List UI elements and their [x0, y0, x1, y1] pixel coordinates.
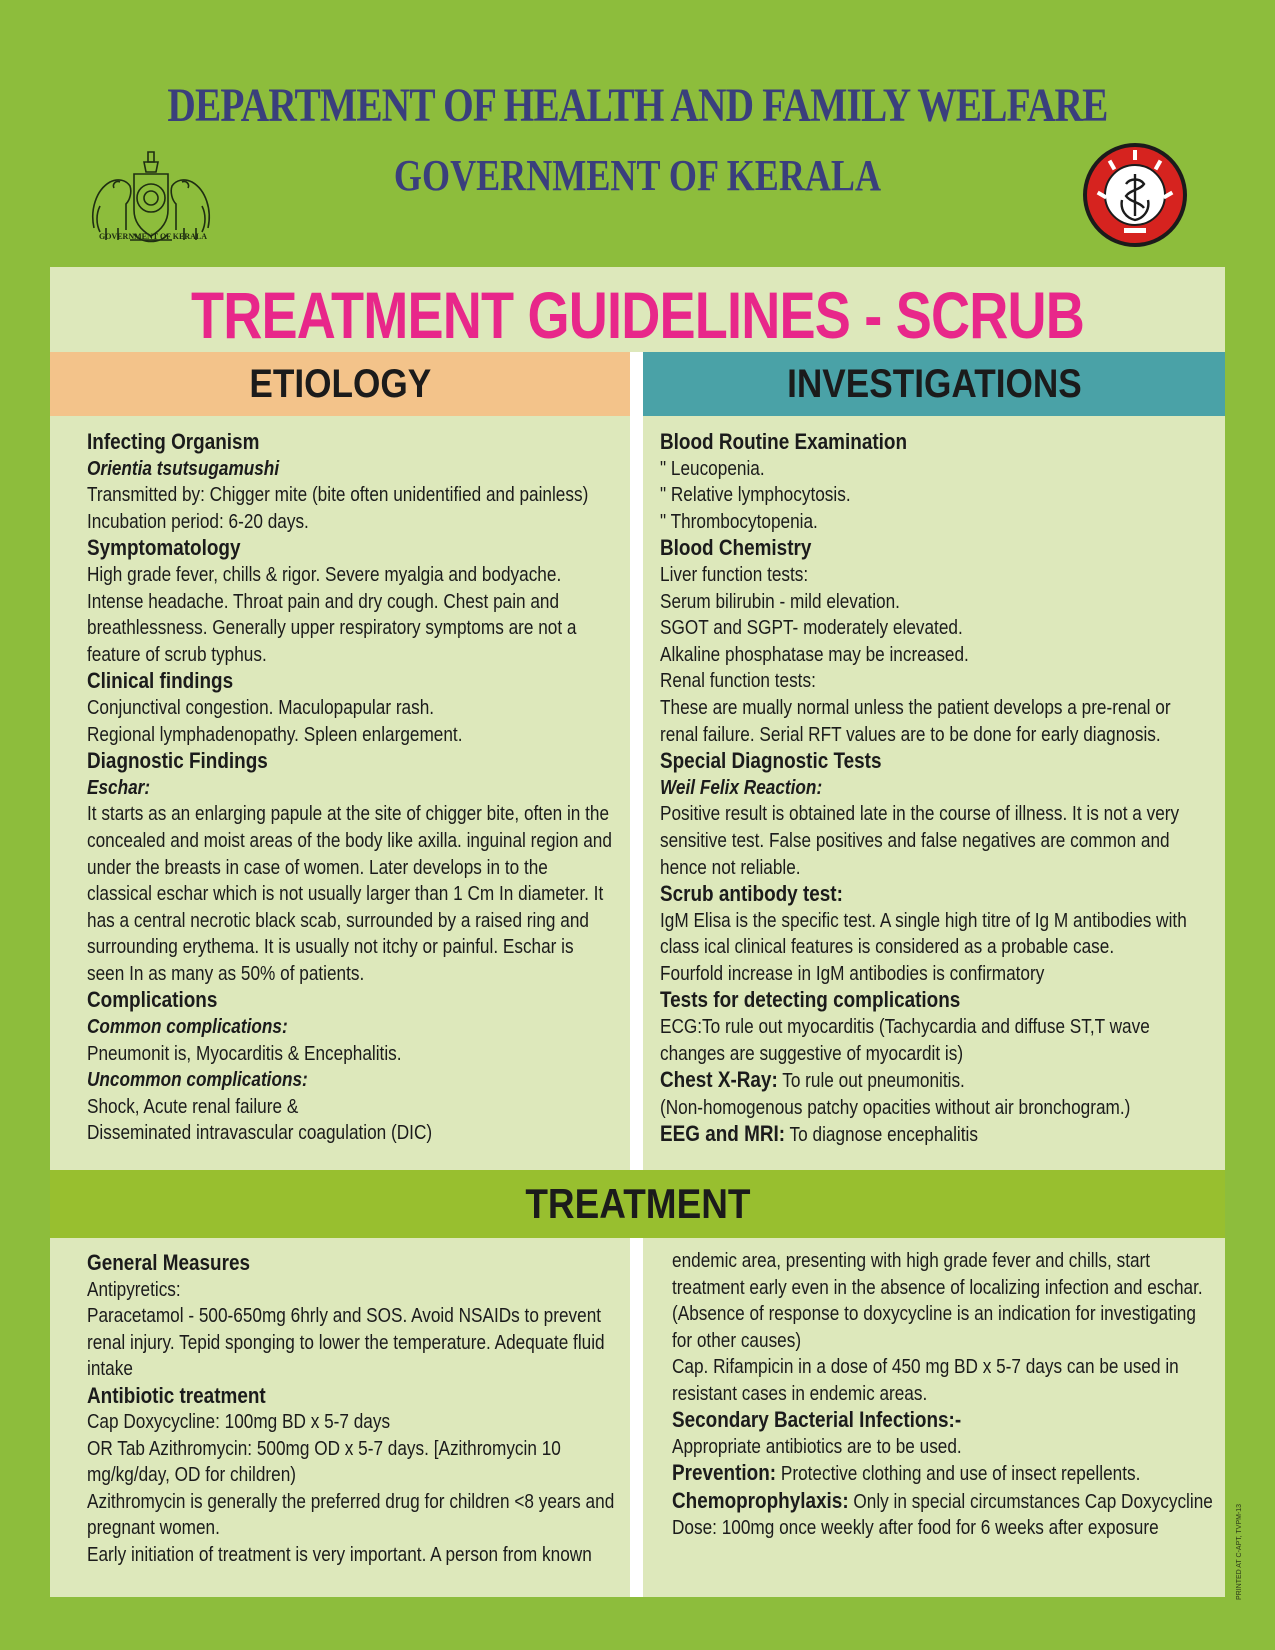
text-line: Paracetamol - 500-650mg 6hrly and SOS. Avoid NSAIDs to prevent [87, 1305, 602, 1327]
text-line: Cap. Rifampicin in a dose of 450 mg BD x 5-7 days can be used in [672, 1356, 1179, 1378]
text-line: Conjunctival congestion. Maculopapular rash. [87, 696, 435, 719]
section-heading: Complications [87, 987, 218, 1013]
section-heading: Clinical findings [87, 668, 234, 694]
inline-text: To diagnose encephalitis [785, 1124, 978, 1147]
column-divider [630, 352, 643, 1172]
text-line: classical eschar which is not usually larger than 1 Cm In diameter. It [87, 883, 604, 906]
text-line: breathlessness. Generally upper respiratory symptoms are not a [87, 617, 577, 640]
text-line: Fourfold increase in IgM antibodies is confirmatory [660, 962, 1045, 985]
text-line: " Leucopenia. [660, 457, 765, 480]
text-line: " Relative lymphocytosis. [660, 484, 851, 507]
text-line: ECG:To rule out myocarditis (Tachycardia and diffuse ST,T wave [660, 1016, 1150, 1039]
text-line: Early initiation of treatment is very important. A person from known [87, 1543, 592, 1566]
treatment-right-content [672, 1248, 1222, 1542]
text-line: class ical clinical features is considered as a probable case. [660, 936, 1115, 959]
guidelines-panel [50, 267, 1225, 1597]
inline-text: Only in special circumstances Cap Doxycycline [848, 1490, 1213, 1513]
text-line: endemic area, presenting with high grade fever and chills, start [672, 1250, 1151, 1272]
labelled-line [672, 1460, 1222, 1488]
text-line: High grade fever, chills & rigor. Severe myalgia and bodyache. [87, 563, 562, 586]
text-line: for other causes) [672, 1329, 802, 1352]
inline-label: Prevention: [672, 1460, 777, 1485]
subheading: Weil Felix Reaction: [660, 776, 823, 799]
text-line: pregnant women. [87, 1517, 220, 1539]
department-title: DEPARTMENT OF HEALTH AND FAMILY WELFARE [167, 79, 1108, 132]
health-services-seal-icon [1080, 140, 1190, 250]
section-heading: Symptomatology [87, 535, 241, 561]
printer-imprint: PRINTED AT C-APT, TVPM-13 [1236, 1503, 1243, 1600]
text-line: renal injury. Tepid sponging to lower the temperature. Adequate fluid [87, 1331, 605, 1354]
text-line: seen In as many as 50% of patients. [87, 962, 365, 985]
investigations-header: INVESTIGATIONS [643, 352, 1225, 416]
treatment-left-content [87, 1250, 620, 1568]
text-line: These are mually normal unless the patient develops a pre-renal or [660, 696, 1171, 719]
text-line: Renal function tests: [660, 670, 816, 693]
government-title: GOVERNMENT OF KERALA [393, 151, 882, 200]
text-line: Azithromycin is generally the preferred drug for children <8 years and [87, 1490, 615, 1513]
text-line: intake [87, 1358, 133, 1380]
section-heading: Scrub antibody test: [660, 881, 843, 907]
text-line: Alkaline phosphatase may be increased. [660, 643, 969, 666]
text-line: has a central necrotic black scab, surrounded by a raised ring and [87, 909, 589, 932]
text-line: Disseminated intravascular coagulation (DIC) [87, 1122, 433, 1145]
text-line: surrounding erythema. It is usually not itchy or painful. Eschar is [87, 936, 574, 959]
emblem-caption: GOVERNMENT OF KERALA [98, 232, 207, 241]
subheading: Common complications: [87, 1016, 288, 1039]
text-line: It starts as an enlarging papule at the site of chigger bite, often in the [87, 803, 610, 826]
text-line: Intense headache. Throat pain and dry cough. Chest pain and [87, 590, 560, 613]
inline-label: Chest X-Ray: [660, 1067, 778, 1093]
inline-label: EEG and MRI: [660, 1121, 786, 1147]
inline-label: Chemoprophylaxis: [672, 1487, 849, 1513]
text-line: OR Tab Azithromycin: 500mg OD x 5-7 days. [Azithromycin 10 [87, 1437, 561, 1460]
investigations-content [660, 429, 1193, 1149]
text-line: concealed and moist areas of the body like axilla. inguinal region and [87, 829, 612, 852]
section-heading: Special Diagnostic Tests [660, 748, 882, 774]
etiology-content [87, 429, 612, 1147]
text-line: sensitive test. False positives and false negatives are common and [660, 829, 1170, 852]
text-line: Cap Doxycycline: 100mg BD x 5-7 days [87, 1411, 391, 1433]
inline-text: Protective clothing and use of insect repellents. [776, 1463, 1141, 1485]
text-line: hence not reliable. [660, 856, 801, 879]
text-line: Incubation period: 6-20 days. [87, 510, 309, 533]
text-line: IgM Elisa is the specific test. A single high titre of Ig M antibodies with [660, 909, 1187, 932]
text-line: Appropriate antibiotics are to be used. [672, 1435, 962, 1458]
section-heading: Diagnostic Findings [87, 748, 268, 774]
text-line: SGOT and SGPT- moderately elevated. [660, 617, 963, 640]
section-heading: Blood Chemistry [660, 535, 812, 561]
text-line: Liver function tests: [660, 563, 809, 586]
text-line: Shock, Acute renal failure & [87, 1095, 299, 1118]
text-line: feature of scrub typhus. [87, 643, 267, 666]
text-line: (Non-homogenous patchy opacities without air bronchogram.) [660, 1096, 1131, 1119]
text-line: Serum bilirubin - mild elevation. [660, 590, 900, 613]
header [0, 0, 1275, 265]
text-line: resistant cases in endemic areas. [672, 1382, 928, 1405]
section-heading: Tests for detecting complications [660, 987, 961, 1013]
section-heading: General Measures [87, 1250, 251, 1275]
text-line: Positive result is obtained late in the course of illness. It is not a very [660, 803, 1180, 826]
subheading: Orientia tsutsugamushi [87, 457, 280, 480]
subheading: Eschar: [87, 776, 151, 799]
labelled-line [660, 1067, 1193, 1095]
text-line: under the breasts in case of women. Later develops in to the [87, 856, 548, 879]
text-line: Transmitted by: Chigger mite (bite often unidentified and painless) [87, 484, 589, 507]
page-title: TREATMENT GUIDELINES - SCRUB [190, 278, 1085, 352]
text-line: (Absence of response to doxycycline is an indication for investigating [672, 1303, 1196, 1325]
section-heading: Infecting Organism [87, 429, 260, 454]
treatment-column-divider [630, 1238, 643, 1597]
section-heading: Antibiotic treatment [87, 1382, 266, 1408]
labelled-line [672, 1488, 1222, 1516]
text-line: treatment early even in the absence of localizing infection and eschar. [672, 1276, 1203, 1299]
text-line: mg/kg/day, OD for children) [87, 1464, 297, 1486]
text-line: Regional lymphadenopathy. Spleen enlargement. [87, 723, 463, 746]
subheading: Uncommon complications: [87, 1069, 308, 1092]
text-line: changes are suggestive of myocardit is) [660, 1042, 964, 1065]
inline-text: To rule out pneumonitis. [777, 1070, 965, 1093]
text-line: Antipyretics: [87, 1278, 181, 1301]
text-line: Pneumonit is, Myocarditis & Encephalitis. [87, 1042, 402, 1065]
etiology-header: ETIOLOGY [50, 352, 630, 416]
text-line: Dose: 100mg once weekly after food for 6 weeks after exposure [672, 1517, 1159, 1539]
section-heading: Blood Routine Examination [660, 429, 908, 454]
section-heading: Secondary Bacterial Infections:- [672, 1407, 962, 1432]
text-line: renal failure. Serial RFT values are to be done for early diagnosis. [660, 723, 1161, 746]
treatment-header: TREATMENT [50, 1170, 1225, 1238]
labelled-line [660, 1121, 1193, 1149]
text-line: " Thrombocytopenia. [660, 510, 818, 533]
